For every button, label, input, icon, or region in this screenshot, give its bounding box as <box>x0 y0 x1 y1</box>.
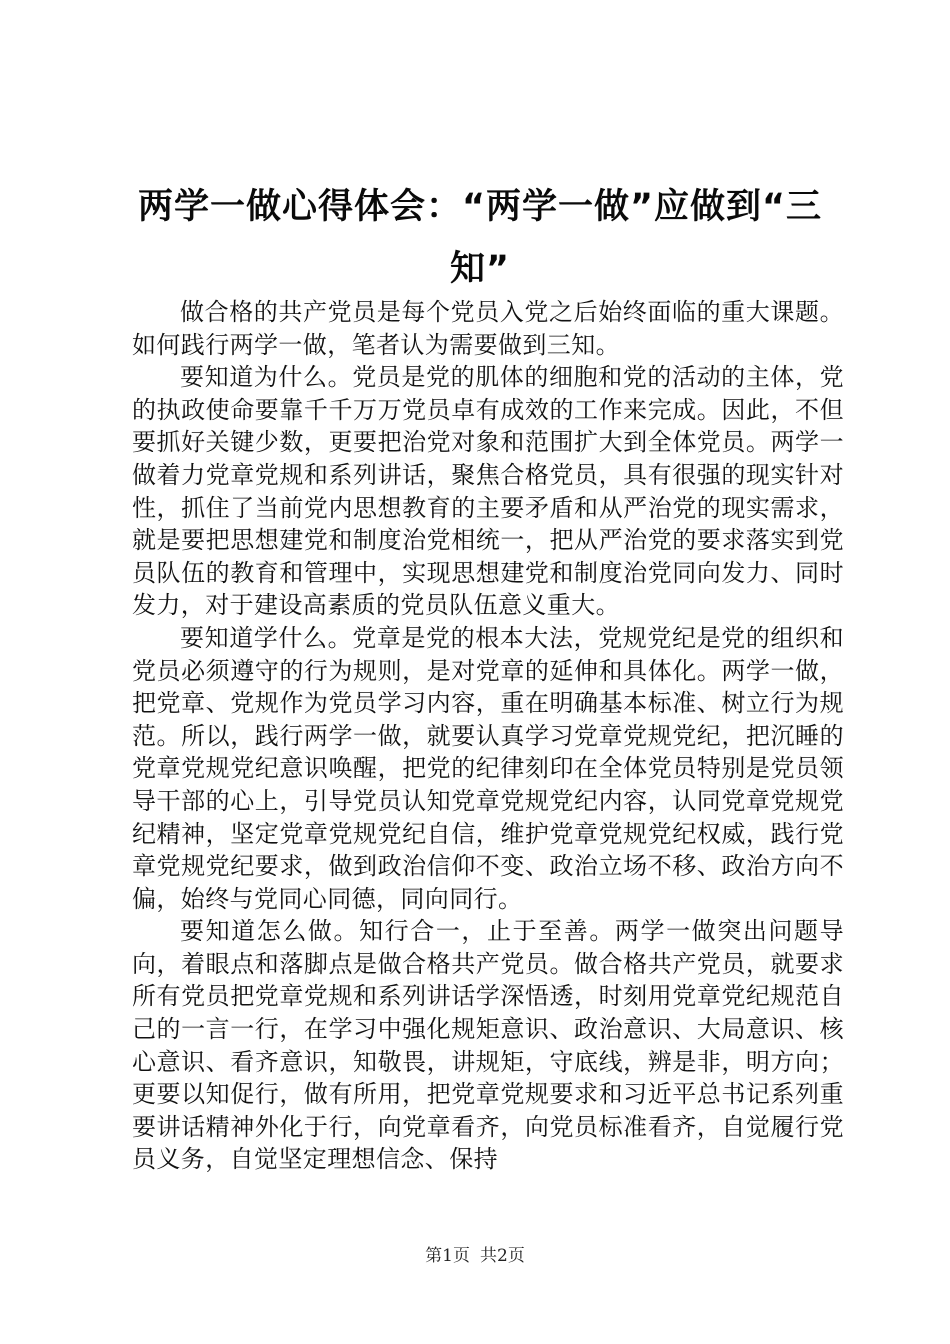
paragraph-why: 要知道为什么。党员是党的肌体的细胞和党的活动的主体，党的执政使命要靠千千万万党员卓有成效的工作来完成。因此，不但要抓好关键少数，更要把治党对象和范围扩大到全体党员。两学一做着力党章党规和系列讲话，聚焦合格党员，具有很强的现实针对性，抓住了当前党内思想教育的主要矛盾和从严治党的现实需求，就是要把思想建党和制度治党相统一，把从严治党的要求落实到党员队伍的教育和管理中，实现思想建党和制度治党同向发力、同时发力，对于建设高素质的党员队伍意义重大。 <box>132 363 844 620</box>
paragraph-what: 要知道学什么。党章是党的根本大法，党规党纪是党的组织和党员必须遵守的行为规则，是对党章的延伸和具体化。两学一做，把党章、党规作为党员学习内容，重在明确基本标准、树立行为规范。所以，践行两学一做，就要认真学习党章党规党纪，把沉睡的党章党规党纪意识唤醒，把党的纪律刻印在全体党员特别是党员领导干部的心上，引导党员认知党章党规党纪内容，认同党章党规党纪精神，坚定党章党规党纪自信，维护党章党规党纪权威，践行党章党规党纪要求，做到政治信仰不变、政治立场不移、政治方向不偏，始终与党同心同德，同向同行。 <box>132 623 844 913</box>
page-number: 第1页 <box>425 1246 470 1266</box>
page-footer <box>0 1245 950 1267</box>
page-total: 共2页 <box>480 1246 525 1266</box>
document-body <box>132 296 844 1176</box>
paragraph-how: 要知道怎么做。知行合一，止于至善。两学一做突出问题导向，着眼点和落脚点是做合格共产党员。做合格共产党员，就要求所有党员把党章党规和系列讲话学深悟透，时刻用党章党纪规范自己的一言一行，在学习中强化规矩意识、政治意识、大局意识、核心意识、看齐意识，知敬畏，讲规矩，守底线，辨是非，明方向；更要以知促行，做有所用，把党章党规要求和习近平总书记系列重要讲话精神外化于行，向党章看齐，向党员标准看齐，自觉履行党员义务，自觉坚定理想信念、保持 <box>132 917 844 1174</box>
document-title: 两学一做心得体会：“两学一做”应做到“三知” <box>137 187 822 289</box>
paragraph-intro: 做合格的共产党员是每个党员入党之后始终面临的重大课题。如何践行两学一做，笔者认为需要做到三知。 <box>132 298 844 359</box>
